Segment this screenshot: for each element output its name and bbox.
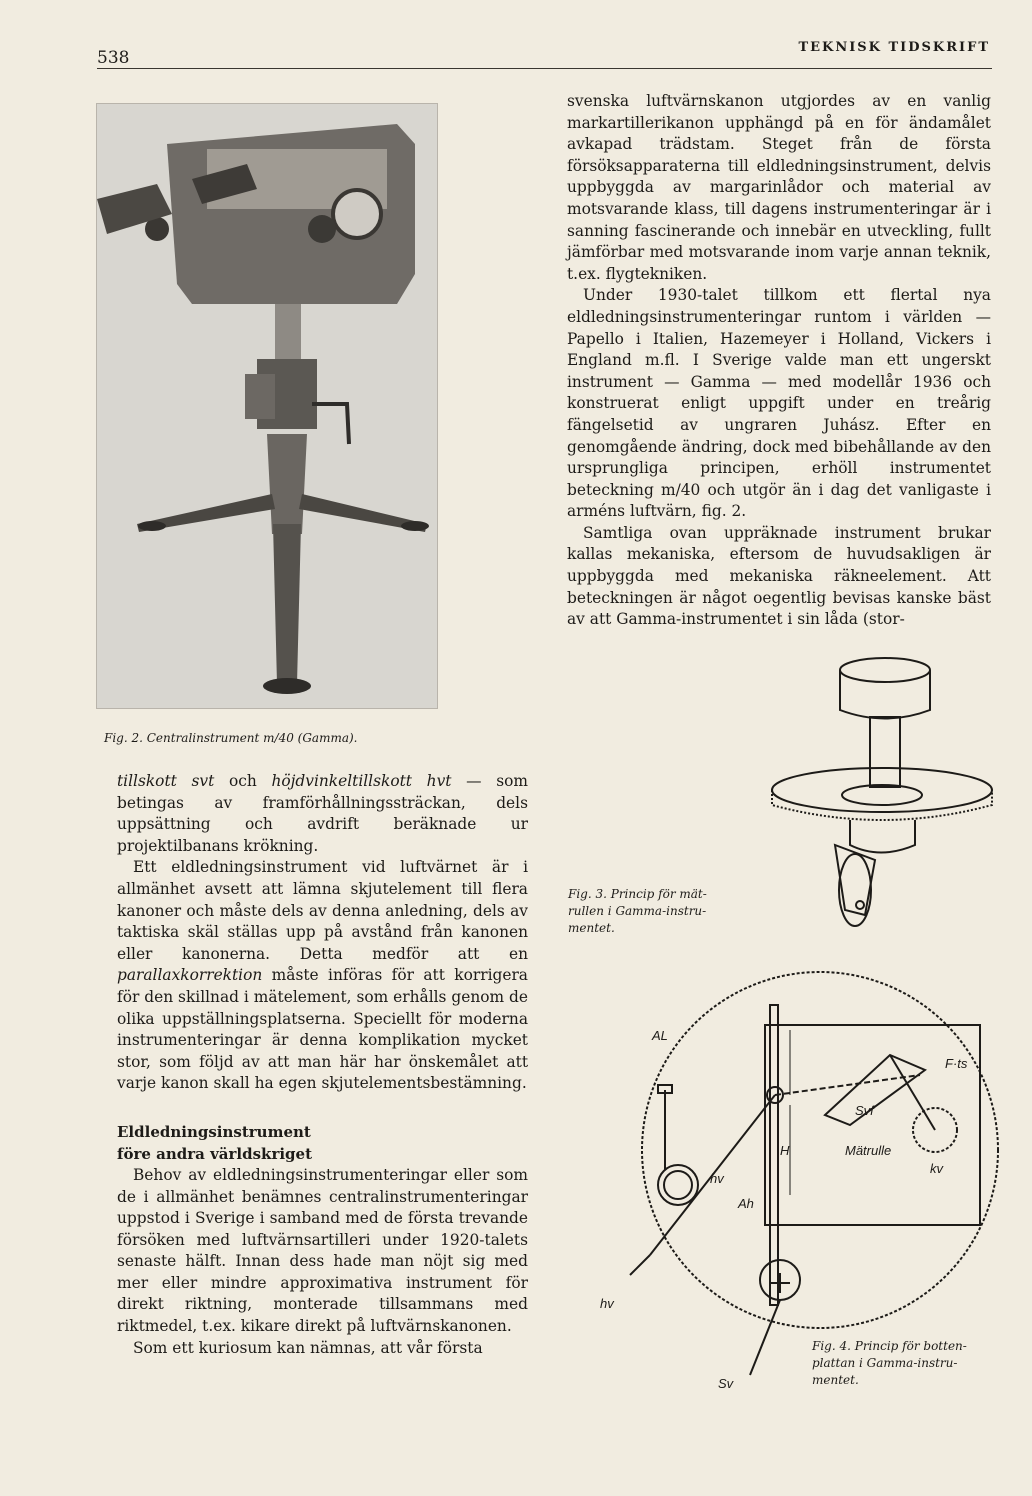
fig3-drawing	[760, 645, 1005, 945]
fig4-label-kv: kv	[930, 1161, 943, 1176]
paragraph: Under 1930-talet tillkom ett flertal nya eldledningsinstrumenteringar runtom i världen — Papello i Italien, Hazemeyer i Holland, Vickers i England m.fl. I Sverige valde man ett ungerskt instrument — Gamma — med modellår 1936 och konstruerat enligt uppgift under en treårig fängelsetid av ungraren Juhász. Efter en genomgående ändring, dock med bibehållande av den ursprungliga principen, erhöll instrumentet beteckning m/40 och utgör än i dag det vanligaste i arméns luftvärn, fig. 2.	[567, 286, 991, 521]
page-number: 538	[97, 48, 130, 68]
fig4-label-hv-lower: hv	[600, 1296, 614, 1311]
text-span: Ett eldledningsinstrument vid luftvärnet är i allmänhet avsett att lämna skjutelement till flera kanoner och måste dels av denna anledning, dels av taktiska skäl ställas upp på avstånd från kanonen eller kanonerna. Detta medför att en	[117, 858, 528, 963]
header-rule	[97, 68, 992, 69]
paragraph: Behov av eldledningsinstrumenteringar eller som de i allmänhet benämnes centralinstrumenteringar uppstod i Sverige i samband med de första trevande försöken med luftvärnsartilleri under 1920-talets senaste hälft. Innan dess hade man nöjt sig med mer eller mindre approximativa instrument för direkt riktning, monterade tillsammans med riktmedel, t.ex. kikare direkt på luftvärnskanonen.	[117, 1165, 528, 1336]
paragraph: Som ett kuriosum kan nämnas, att vår första	[133, 1338, 483, 1357]
fig3-caption-line: rullen i Gamma-instru-	[568, 904, 707, 918]
running-header: TEKNISK TIDSKRIFT	[798, 40, 990, 55]
fig4-label-al: AL	[652, 1028, 668, 1043]
fig4-caption-line: plattan i Gamma-instru-	[812, 1356, 958, 1370]
fig4-caption	[812, 1338, 967, 1389]
fig4-label-matrulle: Mätrulle	[845, 1143, 892, 1158]
fig4-label-sv: Sv	[718, 1376, 734, 1391]
fig4-label-ah: Ah	[738, 1196, 754, 1211]
fig4-drawing	[590, 965, 1010, 1395]
fig3-caption-line: mentet.	[568, 921, 615, 935]
italic-term: höjdvinkeltillskott hvt	[271, 772, 452, 790]
fig4-label-svf: Svf	[855, 1103, 874, 1118]
paragraph: svenska luftvärnskanon utgjordes av en vanlig markartillerikanon upphängd på en för ändamålet avkapad trädstam. Steget från de första försöksapparaterna till eldledningsinstrument, delvis uppbyggda av margarinlådor och material av motsvarande klass, till dagens instrumenteringar är i sanning fascinerande och innebär en utveckling, fullt jämförbar med motsvarande inom varje annan teknik, t.ex. flygtekniken.	[567, 92, 991, 283]
fig4-caption-line: Fig. 4. Princip för botten-	[812, 1339, 967, 1353]
fig2-caption: Fig. 2. Centralinstrument m/40 (Gamma).	[104, 731, 358, 745]
fig4-label-fts: F·ts	[945, 1056, 968, 1071]
italic-term: parallaxkorrektion	[117, 966, 263, 985]
paragraph	[117, 771, 528, 857]
section-heading-line: Eldledningsinstrument	[117, 1122, 311, 1141]
fig3-caption	[568, 886, 707, 937]
paragraph: Samtliga ovan uppräknade instrument brukar kallas mekaniska, eftersom de huvudsakligen är uppbyggda med mekaniska räkneelement. Att beteckningen är något oegentlig bevisas kanske bäst av att Gamma-instrumentet i sin låda (stor-	[567, 523, 991, 629]
fig3-caption-line: Fig. 3. Princip för mät-	[568, 887, 707, 901]
fig2-photograph	[96, 103, 438, 709]
text-span: och	[214, 772, 272, 790]
section-heading	[117, 1121, 528, 1165]
fig4-label-hv: hv	[710, 1171, 724, 1186]
paragraph	[117, 857, 528, 1095]
section-heading-line: före andra världskriget	[117, 1144, 313, 1163]
left-text-column	[117, 771, 528, 1359]
fig4-label-h: H	[780, 1143, 790, 1158]
text-span: måste införas för att korrigera för den skillnad i mätelement, som erhålls genom de olika uppställningsplatserna. Speciellt för moderna instrumenteringar är denna komplikation mycket stor, som följd av att man här har önskemålet att varje kanon skall ha egen skjutelementsbestämning.	[117, 966, 528, 1093]
fig4-caption-line: mentet.	[812, 1373, 859, 1387]
italic-term: tillskott svt	[117, 772, 215, 790]
right-text-column	[567, 91, 991, 631]
text-span: — som betingas av framförhållningssträckan, dels uppsättning och avdrift beräknade ur projektilbanans krökning.	[117, 772, 528, 855]
